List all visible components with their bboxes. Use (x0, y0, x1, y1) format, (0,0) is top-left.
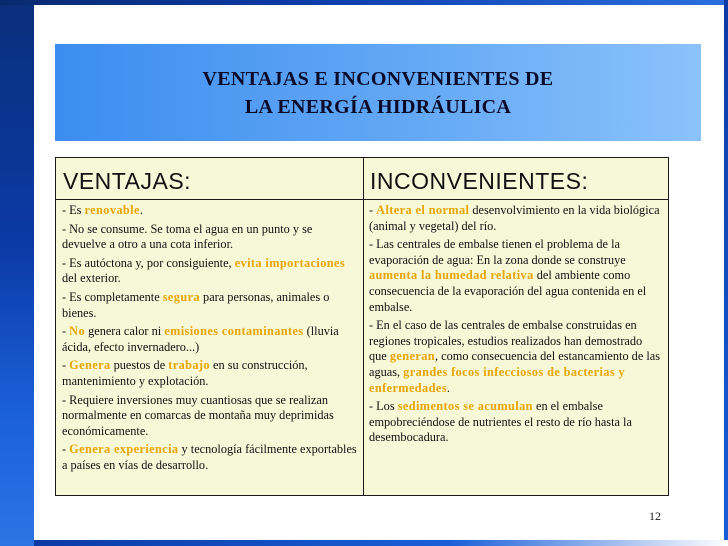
ventaja-item (62, 290, 357, 321)
list-item-text: puestos de (110, 358, 169, 373)
bottom-decorative-line (34, 540, 728, 546)
ventaja-item (62, 393, 357, 440)
ventaja-item (62, 203, 357, 219)
slide-title-banner (55, 44, 701, 141)
highlighted-text: segura (162, 289, 200, 304)
slide-title-line-1: VENTAJAS E INCONVENIENTES DE (202, 67, 554, 90)
list-item-text: - Es autóctona y, por consiguiente, (62, 255, 235, 270)
page-number: 12 (649, 509, 661, 523)
list-item-text: - (369, 203, 377, 217)
inconveniente-item (369, 318, 662, 396)
list-item-text: - No se consume. Se toma el agua en un punto y se devuelve a otro a una cota inferior. (62, 221, 313, 252)
ventaja-item (62, 358, 357, 389)
highlighted-text: renovable (84, 203, 140, 217)
highlighted-text: emisiones contaminantes (164, 324, 304, 339)
list-item-text: en el embalse empobreciéndose de nutrientes el resto de río hasta la desembocadura. (369, 399, 632, 445)
highlighted-text: evita importaciones (234, 255, 346, 270)
left-decorative-bar (0, 0, 34, 546)
list-item-text: del ambiente como consecuencia de la evaporación del agua contenida en el embalse. (369, 268, 647, 314)
highlighted-text: Altera el normal (376, 203, 470, 217)
highlighted-text: generan (389, 349, 435, 364)
list-item-text: . (446, 380, 450, 395)
inconvenientes-list (363, 200, 668, 446)
top-decorative-line (0, 0, 728, 5)
list-item-text: - Es (62, 203, 85, 217)
list-item-text: para personas, animales o bienes. (62, 289, 330, 320)
list-item-text: - (62, 442, 70, 457)
list-item-text: - En el caso de las centrales de embalse construidas en regiones tropicales, estudios realizados han demostrado que (369, 318, 643, 364)
list-item-text: del exterior. (62, 271, 121, 286)
inconveniente-item (369, 203, 662, 234)
list-item-text: - Es completamente (62, 289, 163, 304)
list-item-text: - (62, 358, 70, 373)
list-item-text: - Los (369, 399, 398, 414)
inconvenientes-column (363, 158, 668, 495)
ventajas-column (56, 158, 364, 495)
inconvenientes-header: INCONVENIENTES: (363, 158, 668, 200)
highlighted-text: Genera (69, 358, 111, 373)
list-item-text: (lluvia ácida, efecto invernadero...) (62, 324, 339, 354)
list-item-text: . (139, 203, 143, 217)
highlighted-text: No (69, 324, 86, 339)
list-item-text: desenvolvimiento en la vida biológica (animal y vegetal) del río. (369, 203, 660, 233)
list-item-text: - (62, 324, 70, 339)
right-decorative-line (724, 0, 728, 546)
inconveniente-item (369, 399, 662, 446)
list-item-text: - Requiere inversiones muy cuantiosas que se realizan normalmente en comarcas de montaña muy deprimidas económicamente. (62, 392, 334, 438)
highlighted-text: trabajo (168, 358, 210, 373)
ventaja-item (62, 222, 357, 253)
list-item-text: , como consecuencia del estancamiento de las aguas, (369, 349, 661, 379)
highlighted-text: sedimentos se acumulan (397, 399, 533, 414)
list-item-text: - Las centrales de embalse tienen el problema de la evaporación de agua: En la zona donde se construye (369, 237, 626, 267)
list-item-text: en su construcción, mantenimiento y explotación. (62, 358, 308, 388)
ventajas-list (56, 200, 363, 474)
list-item-text: genera calor ni (85, 324, 165, 339)
comparison-table (55, 157, 669, 496)
ventaja-item (62, 256, 357, 287)
ventaja-item (62, 442, 357, 473)
highlighted-text: Genera experiencia (69, 442, 179, 457)
slide-title-line-2: LA ENERGÍA HIDRÁULICA (244, 95, 512, 118)
highlighted-text: aumenta la humedad relativa (369, 268, 534, 283)
highlighted-text: grandes focos infecciosos de bacterias y enfermedades (369, 364, 626, 395)
list-item-text: y tecnología fácilmente exportables a países en vías de desarrollo. (62, 442, 357, 472)
inconveniente-item (369, 237, 662, 315)
ventajas-header: VENTAJAS: (56, 158, 363, 200)
ventaja-item (62, 324, 357, 355)
